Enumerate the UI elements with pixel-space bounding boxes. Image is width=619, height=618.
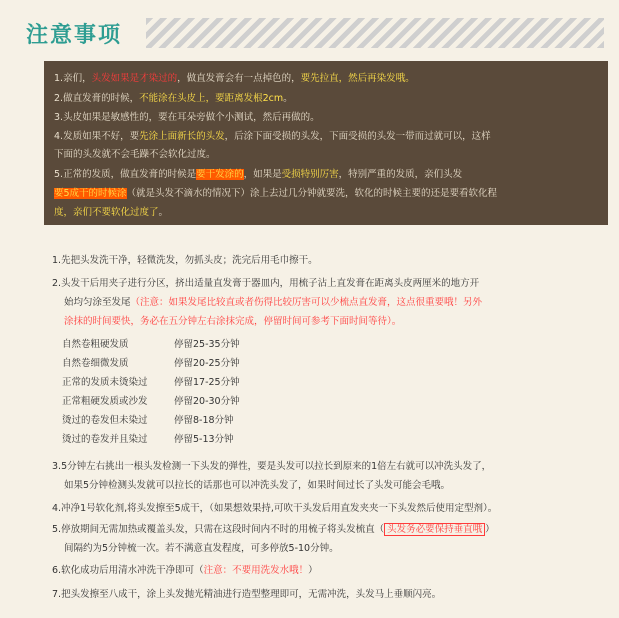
warning-line <box>54 70 415 84</box>
step-line <box>52 252 318 266</box>
warning-text: 发质如果不好，要 <box>63 131 140 142</box>
step-text: 始均匀涂至发尾 <box>64 297 131 308</box>
warning-text: 度，亲们不要软化过度了 <box>54 207 159 218</box>
warning-text: 做直发膏的时候， <box>63 93 140 104</box>
step-text: ） <box>308 565 318 576</box>
time-row <box>62 336 240 350</box>
warning-line <box>54 146 216 160</box>
wait-time: 停留25-35分钟 <box>174 339 240 350</box>
time-row <box>62 393 240 407</box>
wait-time: 停留5-13分钟 <box>174 434 234 445</box>
step-line <box>52 458 491 472</box>
warning-text: 。 <box>158 207 169 218</box>
time-row <box>62 374 240 388</box>
warning-line <box>54 128 491 142</box>
warning-text: 要干发涂的 <box>196 169 244 180</box>
step-text: 6.软化成功后用清水冲洗干净即可（ <box>52 565 204 576</box>
warning-text: ，如果是 <box>243 169 282 180</box>
warning-line <box>54 204 168 218</box>
step-text: 1.先把头发洗干净，轻微洗发，勿抓头皮；洗完后用毛巾擦干。 <box>52 255 318 266</box>
warning-text: 要5成干的时候涂 <box>54 188 127 199</box>
wait-time: 停留20-30分钟 <box>174 396 240 407</box>
page-title: 注意事项 <box>26 23 123 48</box>
time-row <box>62 355 240 369</box>
step-text: 2.头发干后用夹子进行分区，挤出适量直发膏于器皿内，用梳子沾上直发膏在距离头皮两厘米的地方开 <box>52 278 480 289</box>
step-text: 注意：不要用洗发水哦！ <box>203 565 309 576</box>
warning-line <box>54 90 293 104</box>
hair-type: 自然卷细微发质 <box>62 358 129 369</box>
warning-line <box>54 109 320 123</box>
decorative-stripes <box>146 18 604 48</box>
hair-type: 正常的发质未烫染过 <box>62 377 148 388</box>
step-text: 7.把头发擦至八成干，涂上头发抛光精油进行造型整理即可，无需冲洗，头发马上垂顺闪亮。 <box>52 589 442 600</box>
hair-type: 烫过的卷发并且染过 <box>62 434 148 445</box>
warning-line-number: 4. <box>54 131 64 142</box>
step-line <box>52 562 318 576</box>
warning-line <box>54 185 497 199</box>
step-line <box>64 294 482 308</box>
step-text: ） <box>485 524 495 535</box>
warning-text: ，做直发膏会有一点掉色的， <box>177 73 301 84</box>
warning-text: 。 <box>283 93 293 104</box>
step-text: 4.冲净1号软化剂,将头发擦至5成干，（如果想效果持,可吹干头发后用直发夹夹一下头发然后使用定型剂）。 <box>52 503 498 514</box>
section-header <box>18 14 608 52</box>
step-line <box>52 275 479 289</box>
hair-type: 自然卷粗硬发质 <box>62 339 129 350</box>
step-line <box>64 540 339 554</box>
warning-text: ，特别严重的发质，亲们头发 <box>338 169 463 180</box>
step-text: 3.5分钟左右挑出一根头发检测一下头发的弹性，要是头发可以拉长到原来的1倍左右就可以冲洗头发了， <box>52 461 492 472</box>
hair-type: 正常粗硬发质或沙发 <box>62 396 148 407</box>
step-line <box>52 500 497 514</box>
wait-time: 停留17-25分钟 <box>174 377 240 388</box>
warning-line-number: 2. <box>54 93 64 104</box>
wait-time: 停留20-25分钟 <box>174 358 240 369</box>
step-text: 如果5分钟检测头发就可以拉长的话那也可以冲洗头发了，如果时间过长了头发可能会毛哦。 <box>64 480 451 491</box>
warning-text: 正常的发质，做直发膏的时候是 <box>63 169 197 180</box>
hair-type: 烫过的卷发但未染过 <box>62 415 148 426</box>
wait-time: 停留8-18分钟 <box>174 415 234 426</box>
step-line <box>52 521 495 535</box>
warning-text: 头皮如果是敏感性的，要在耳朵旁做个小测试，然后再做的。 <box>63 112 320 123</box>
step-text: 涂抹的时间要快，务必在五分钟左右涂抹完成，停留时间可参考下面时间等待）。 <box>64 316 402 327</box>
warning-line-number: 5. <box>54 169 64 180</box>
warning-text: （就是头发不滴水的情况下）涂上去过几分钟就要洗，软化的时候主要的还是要看软化程 <box>126 188 498 199</box>
warning-text: 头发如果是才染过的 <box>91 73 178 84</box>
step-line <box>52 586 441 600</box>
warning-text: 受损特别厉害 <box>281 169 339 180</box>
step-line <box>64 477 450 491</box>
warning-text: 不能涂在头皮上，要距离发根2cm <box>139 93 284 104</box>
warning-line-number: 3. <box>54 112 64 123</box>
step-text: 5.停放期间无需加热或覆盖头发，只需在这段时间内不时的用梳子将头发梳直（ <box>52 524 385 535</box>
warning-text: ，后涂下面受损的头发，下面受损的头发一带而过就可以，这样 <box>224 131 491 142</box>
warning-text: 要先拉直，然后再染发哦。 <box>300 73 415 84</box>
time-row <box>62 412 234 426</box>
step-text: 间隔约为5分钟梳一次。若不满意直发程度，可多停放5-10分钟。 <box>64 543 339 554</box>
step-text: （注意：如果发尾比较直或者伤得比较厉害可以少梳点直发膏，这点很重要哦！另外 <box>130 297 483 308</box>
warning-text: 亲们， <box>63 73 92 84</box>
warning-line <box>54 166 462 180</box>
time-row <box>62 431 234 445</box>
warning-line-number: 1. <box>54 73 64 84</box>
warning-text: 下面的头发就不会毛躁不会软化过度。 <box>54 149 216 160</box>
warning-box <box>44 61 608 225</box>
step-line <box>64 313 401 327</box>
warning-text: 先涂上面新长的头发 <box>139 131 225 142</box>
step-text: 头发务必要保持垂直哦 <box>384 523 485 536</box>
